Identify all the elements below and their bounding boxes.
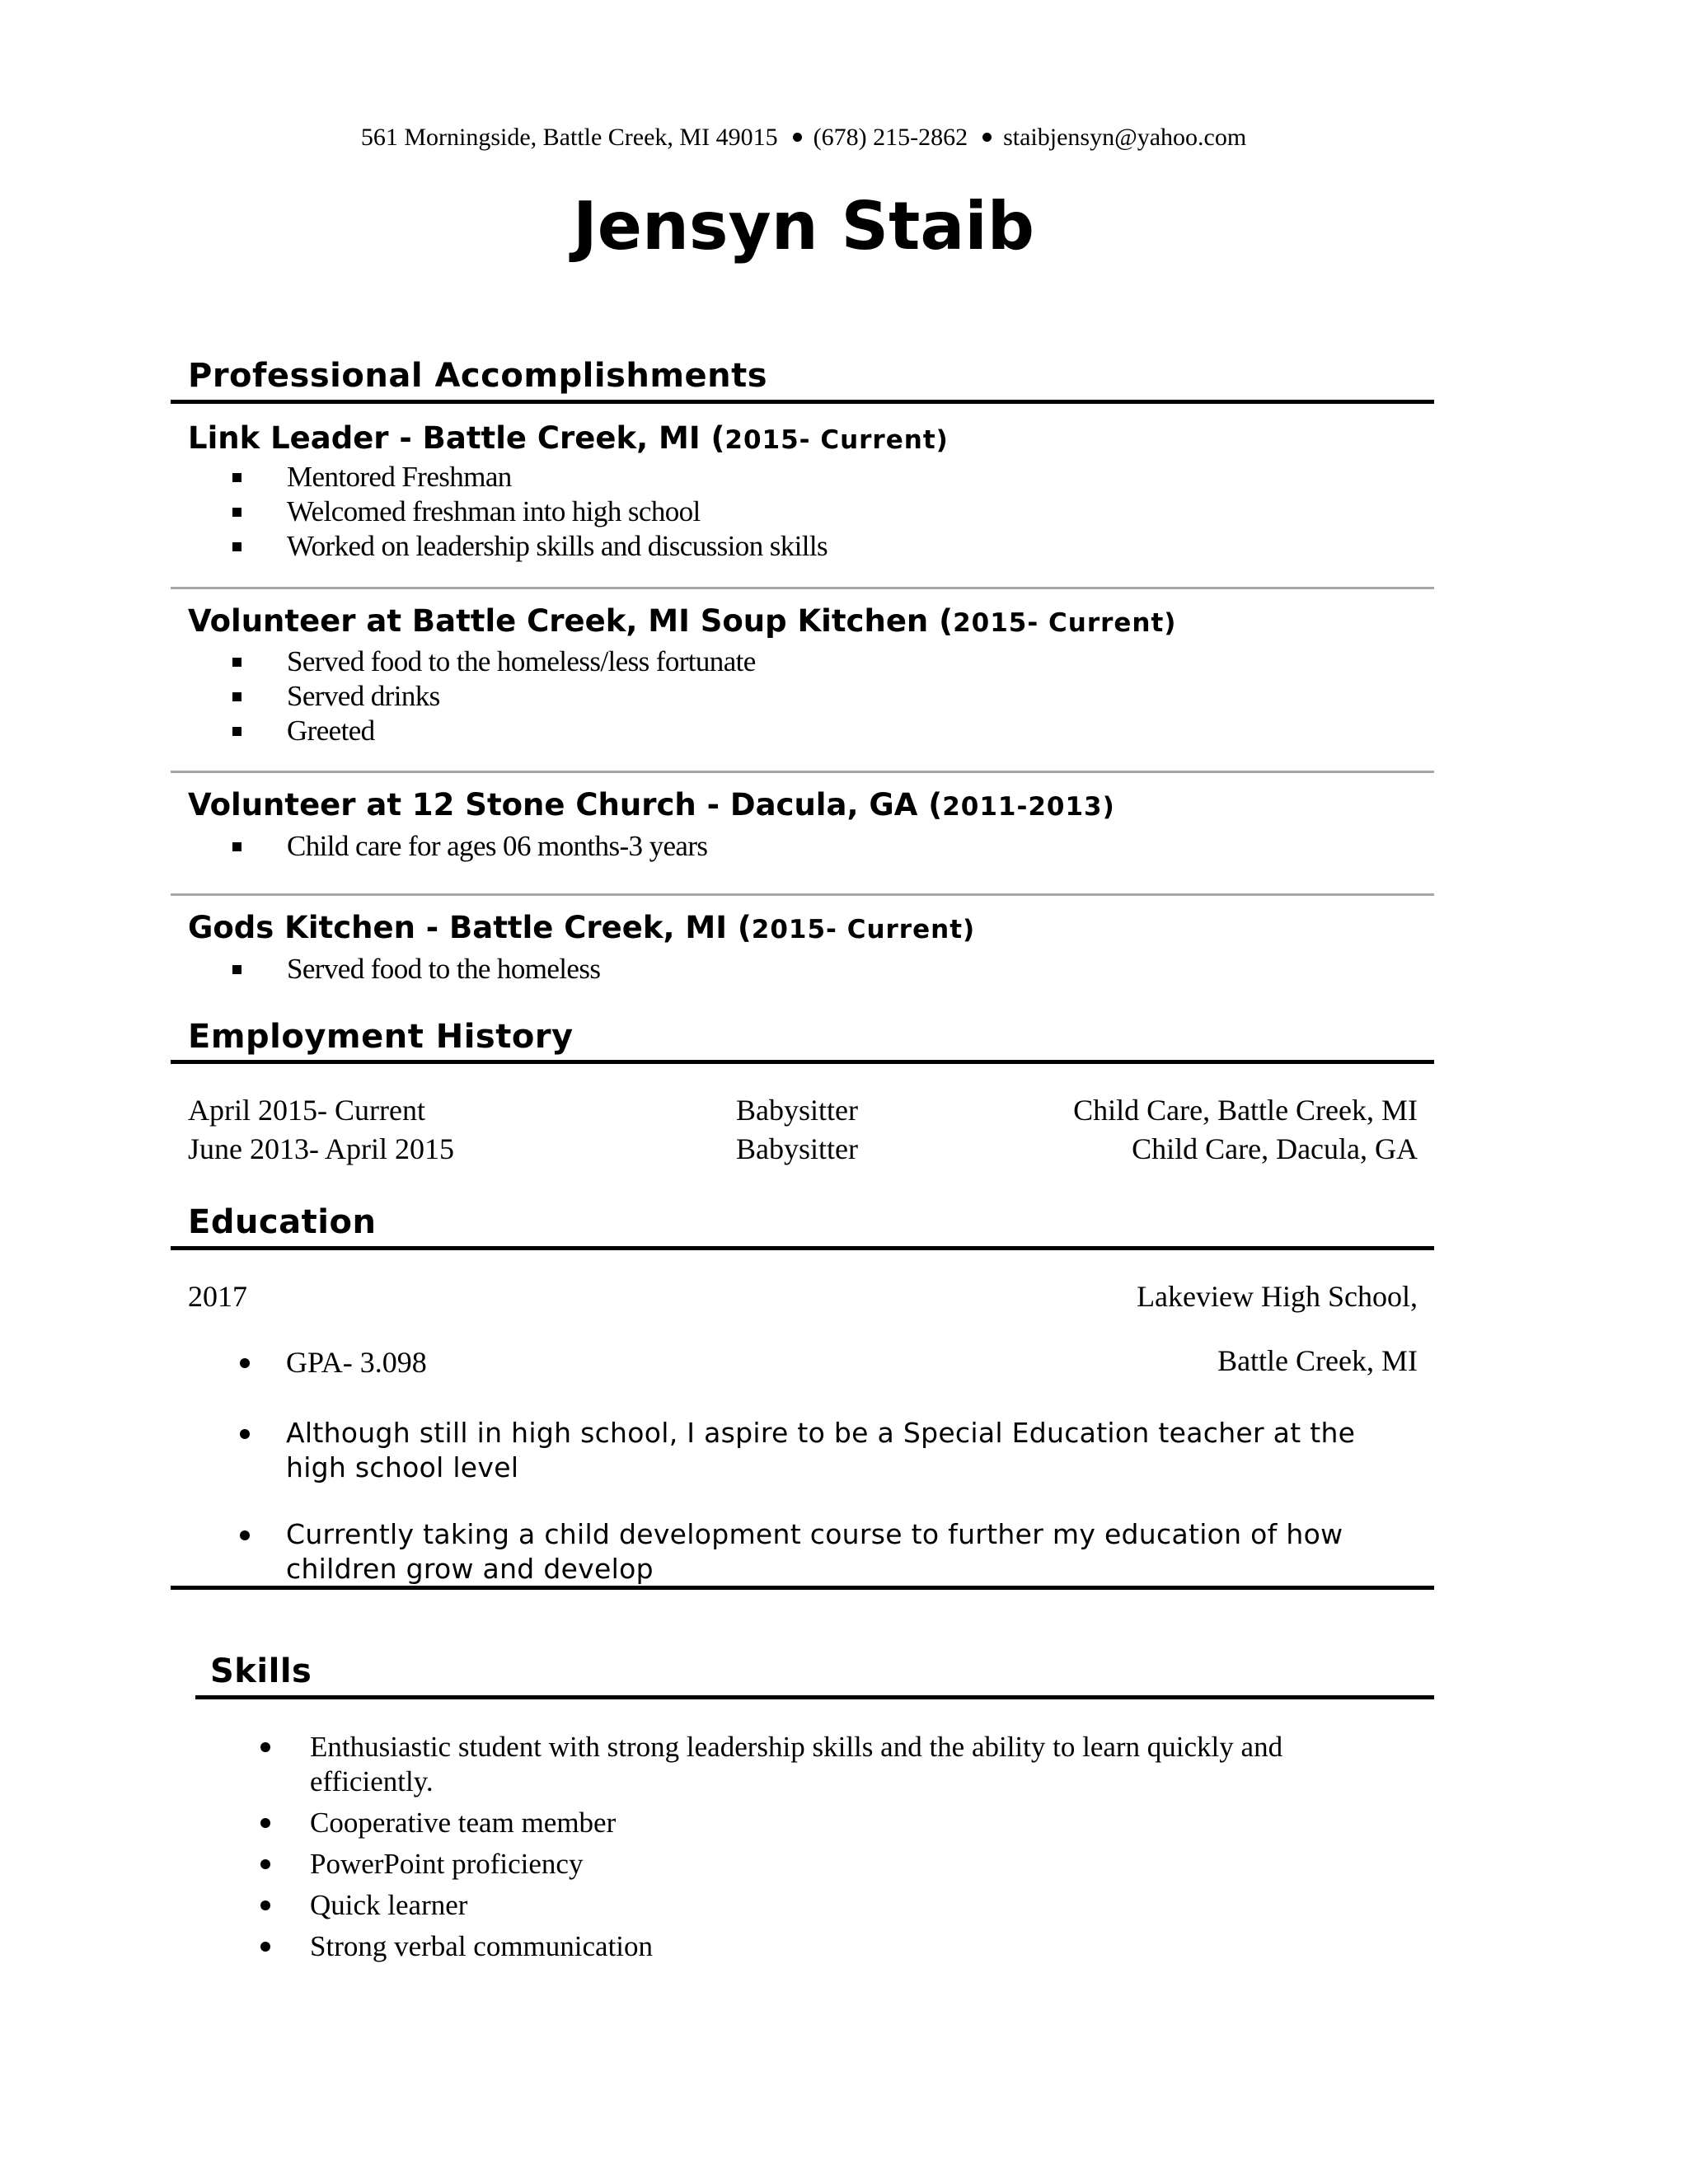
employment-role: Babysitter bbox=[736, 1094, 858, 1127]
accomplishment-title: Volunteer at Battle Creek, MI Soup Kitchen (2015- Current) bbox=[188, 603, 1177, 639]
square-bullet-icon bbox=[232, 658, 241, 667]
employment-role: Babysitter bbox=[736, 1132, 858, 1165]
bullet-dot-icon bbox=[260, 1818, 270, 1828]
employment-place: Child Care, Battle Creek, MI bbox=[1073, 1094, 1418, 1127]
bullet-dot-icon bbox=[260, 1900, 270, 1910]
bullet-dot-icon bbox=[260, 1942, 270, 1952]
bullet-dot-icon bbox=[982, 133, 992, 142]
accomplishment-date: 2015- Current) bbox=[724, 425, 949, 455]
accomplishment-title: Volunteer at 12 Stone Church - Dacula, GA (2011-2013) bbox=[188, 787, 1115, 823]
bullet-dot-icon bbox=[793, 133, 802, 142]
list-item: Cooperative team member bbox=[260, 1806, 1381, 1840]
employment-dates: June 2013- April 2015 bbox=[188, 1132, 454, 1165]
divider bbox=[171, 771, 1434, 773]
section-rule bbox=[171, 400, 1434, 404]
candidate-name: Jensyn Staib bbox=[572, 188, 1035, 265]
accomplishment-title: Link Leader - Battle Creek, MI (2015- Current) bbox=[188, 420, 949, 456]
divider bbox=[171, 893, 1434, 896]
email[interactable]: staibjensyn@yahoo.com bbox=[1003, 124, 1247, 151]
education-aspiration: Although still in high school, I aspire to be a Special Education teacher at the high school level bbox=[286, 1417, 1356, 1483]
section-rule bbox=[195, 1695, 1434, 1699]
address: 561 Morningside, Battle Creek, MI 49015 bbox=[360, 124, 778, 151]
section-rule bbox=[171, 1246, 1434, 1250]
school-name: Lakeview High School, bbox=[1137, 1280, 1418, 1313]
section-heading-employment: Employment History bbox=[188, 1018, 574, 1056]
graduation-year: 2017 bbox=[188, 1280, 247, 1313]
accomplishment-title: Gods Kitchen - Battle Creek, MI (2015- Current) bbox=[188, 910, 976, 945]
phone: (678) 215-2862 bbox=[813, 124, 968, 151]
list-item: PowerPoint proficiency bbox=[260, 1847, 1381, 1882]
square-bullet-icon bbox=[232, 542, 241, 551]
contact-line bbox=[0, 124, 1607, 152]
gpa: GPA- 3.098 bbox=[286, 1346, 427, 1379]
employment-dates: April 2015- Current bbox=[188, 1094, 425, 1127]
accomplishment-date: 2015- Current) bbox=[751, 915, 976, 944]
bullet-dot-icon bbox=[260, 1742, 270, 1752]
section-rule bbox=[171, 1586, 1434, 1590]
square-bullet-icon bbox=[232, 727, 241, 736]
square-bullet-icon bbox=[232, 473, 241, 482]
section-heading-education: Education bbox=[188, 1203, 377, 1241]
square-bullet-icon bbox=[232, 965, 241, 974]
square-bullet-icon bbox=[232, 692, 241, 701]
employment-place: Child Care, Dacula, GA bbox=[1132, 1132, 1418, 1165]
square-bullet-icon bbox=[232, 842, 241, 851]
bullet-dot-icon bbox=[260, 1859, 270, 1869]
list-item: Enthusiastic student with strong leadership skills and the ability to learn quickly and efficiently. bbox=[260, 1730, 1381, 1799]
square-bullet-icon bbox=[232, 508, 241, 517]
section-heading-skills: Skills bbox=[210, 1652, 312, 1690]
skills-list bbox=[260, 1730, 1381, 1971]
accomplishment-date: 2011-2013) bbox=[942, 792, 1115, 822]
divider bbox=[171, 587, 1434, 589]
list-item: Strong verbal communication bbox=[260, 1929, 1381, 1964]
accomplishment-date: 2015- Current) bbox=[953, 608, 1177, 638]
section-rule bbox=[171, 1060, 1434, 1064]
school-location: Battle Creek, MI bbox=[1217, 1344, 1418, 1377]
bullet-dot-icon bbox=[240, 1429, 250, 1439]
section-heading-accomplishments: Professional Accomplishments bbox=[188, 357, 768, 395]
list-item: Quick learner bbox=[260, 1888, 1381, 1923]
bullet-dot-icon bbox=[240, 1358, 250, 1368]
bullet-dot-icon bbox=[240, 1530, 250, 1540]
education-course: Currently taking a child development course to further my education of how children grow and develop bbox=[286, 1518, 1343, 1585]
